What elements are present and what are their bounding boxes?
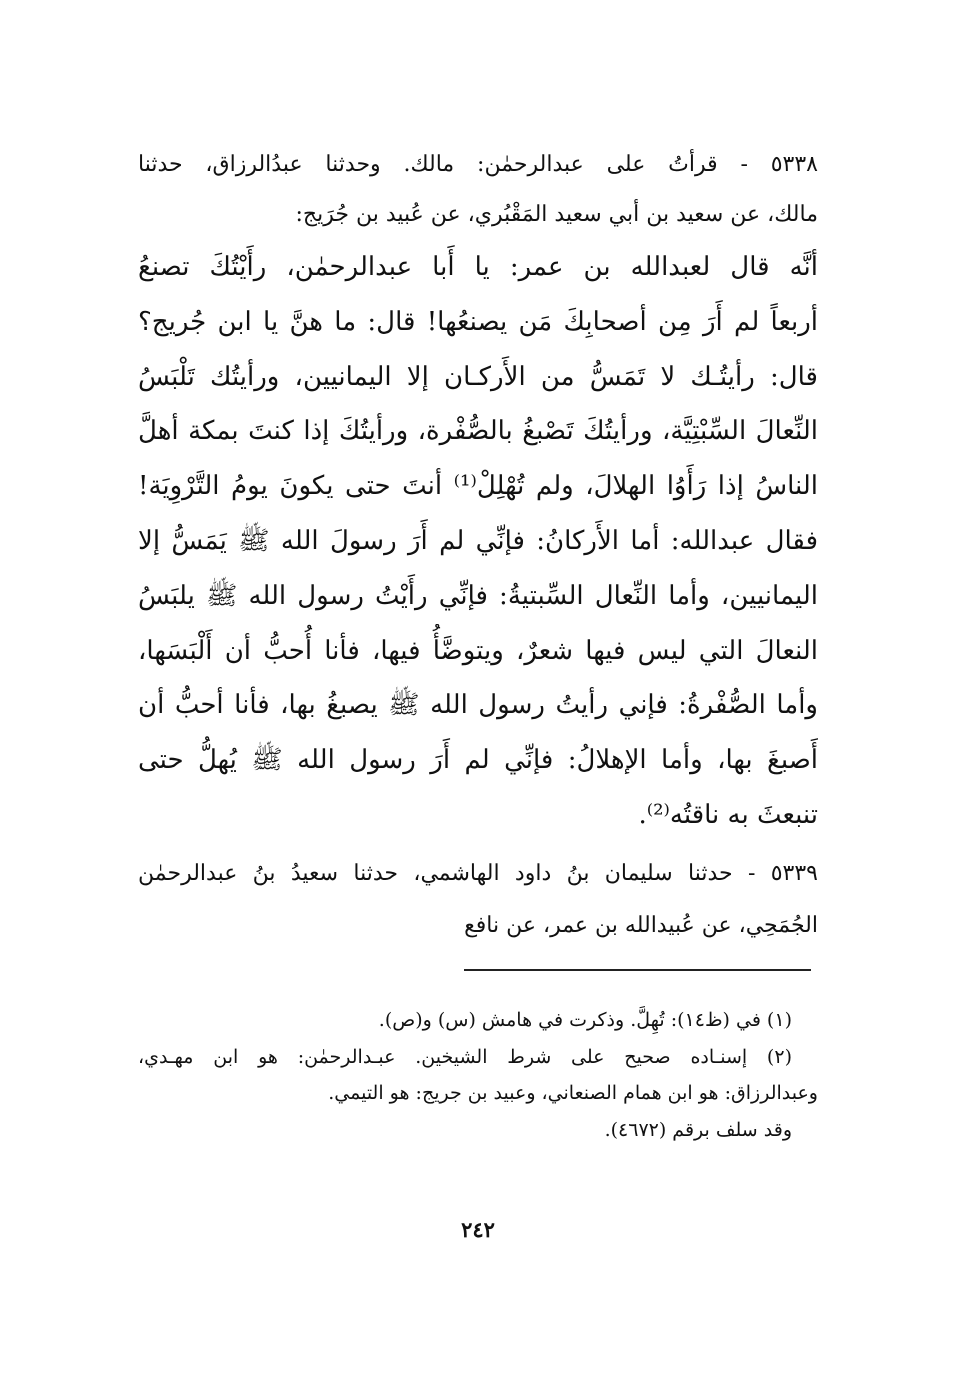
hadith-5338-chain	[138, 140, 818, 240]
text-line: ٥٣٣٨ - قرأتُ على عبدالرحمٰن: مالك. وحدثنا عبدُالرزاق، حدثنا	[138, 152, 818, 177]
footnotes	[138, 1002, 818, 1148]
text-line: الجُمَحِي، عن عُبيدالله بن عمر، عن نافع	[464, 913, 818, 938]
hadith-5339-chain	[138, 848, 818, 952]
text-line: تنبعثَ به ناقتُه⁽²⁾.	[638, 799, 818, 830]
page-number: ٢٤٢	[461, 1217, 495, 1242]
text-line: الناسُ إذا رَأَوُا الهلالَ، ولم تُهْلِلْ⁽¹⁾ أنتَ حتى يكونَ يومُ التَّرْوِيَة!	[138, 471, 818, 502]
text-line: قال: رأيتُـك لا تَمَسُّ من الأَركـان إلا اليمانيين، ورأيتُك تَلْبَسُ	[138, 361, 818, 392]
text-line: النعالَ التي ليس فيها شعرٌ، ويتوضَّأُ فيها، فأنا أُحبُّ أن أَلْبَسَها،	[138, 635, 818, 666]
text-line: النِّعالَ السِّبْتِيَّة، ورأيتُكَ تَصْبغُ بالصُّفْرة، ورأيتُكَ إذا كنتَ بمكة أهلَّ	[138, 416, 818, 447]
text-line: فقال عبدالله: أما الأَركانُ: فإنِّي لم أَرَ رسولَ الله ﷺ يَمَسُّ إلا	[138, 525, 818, 556]
footnote-2: (٢) إسنـاده صحيح على شرط الشيخين. عبـدالرحمٰن: هو ابن مهـدي،	[138, 1045, 792, 1068]
text-line: وأما الصُّفْرةُ: فإني رأيتُ رسول الله ﷺ يصبغُ بها، فأنا أحبُّ أن	[138, 690, 818, 721]
text-line: أربعاً لم أَرَ مِن أصحابِكَ مَن يصنعُها! قال: ما هنَّ يا ابن جُريج؟	[138, 306, 818, 337]
text-line: أَصبغَ بها، وأما الإهلالُ: فإنِّي لم أَرَ رسول الله ﷺ يُهلُّ حتى	[138, 745, 818, 776]
footnote-2-continued: وقد سلف برقم (٤٦٧٢).	[604, 1118, 792, 1141]
footnote-divider	[464, 969, 811, 971]
footnote-2-continued: وعبدالرزاق: هو ابن همام الصنعاني، وعبيد بن جريج: هو التيمي.	[328, 1082, 818, 1104]
text-line: اليمانيين، وأما النِّعال السِّبتيةُ: فإنِّي رأَيْتُ رسول الله ﷺ يلبَسُ	[138, 580, 818, 611]
text-line: ٥٣٣٩ - حدثنا سليمان بنُ داود الهاشمي، حدثنا سعيدُ بنُ عبدالرحمٰن	[138, 861, 818, 886]
text-line: مالك، عن سعيد بن أبي سعيد المَقْبُري، عن عُبيد بن جُرَيج:	[295, 202, 818, 227]
footnote-1: (١) في (ظ١٤): تُهِلَّ. وذكرت في هامش (س) و(ص).	[378, 1009, 792, 1031]
hadith-5338-text	[138, 240, 818, 843]
text-line: أنَّه قال لعبدالله بن عمر: يا أَبا عبدالرحمٰن، رأَيْتُكَ تصنعُ	[138, 252, 818, 282]
